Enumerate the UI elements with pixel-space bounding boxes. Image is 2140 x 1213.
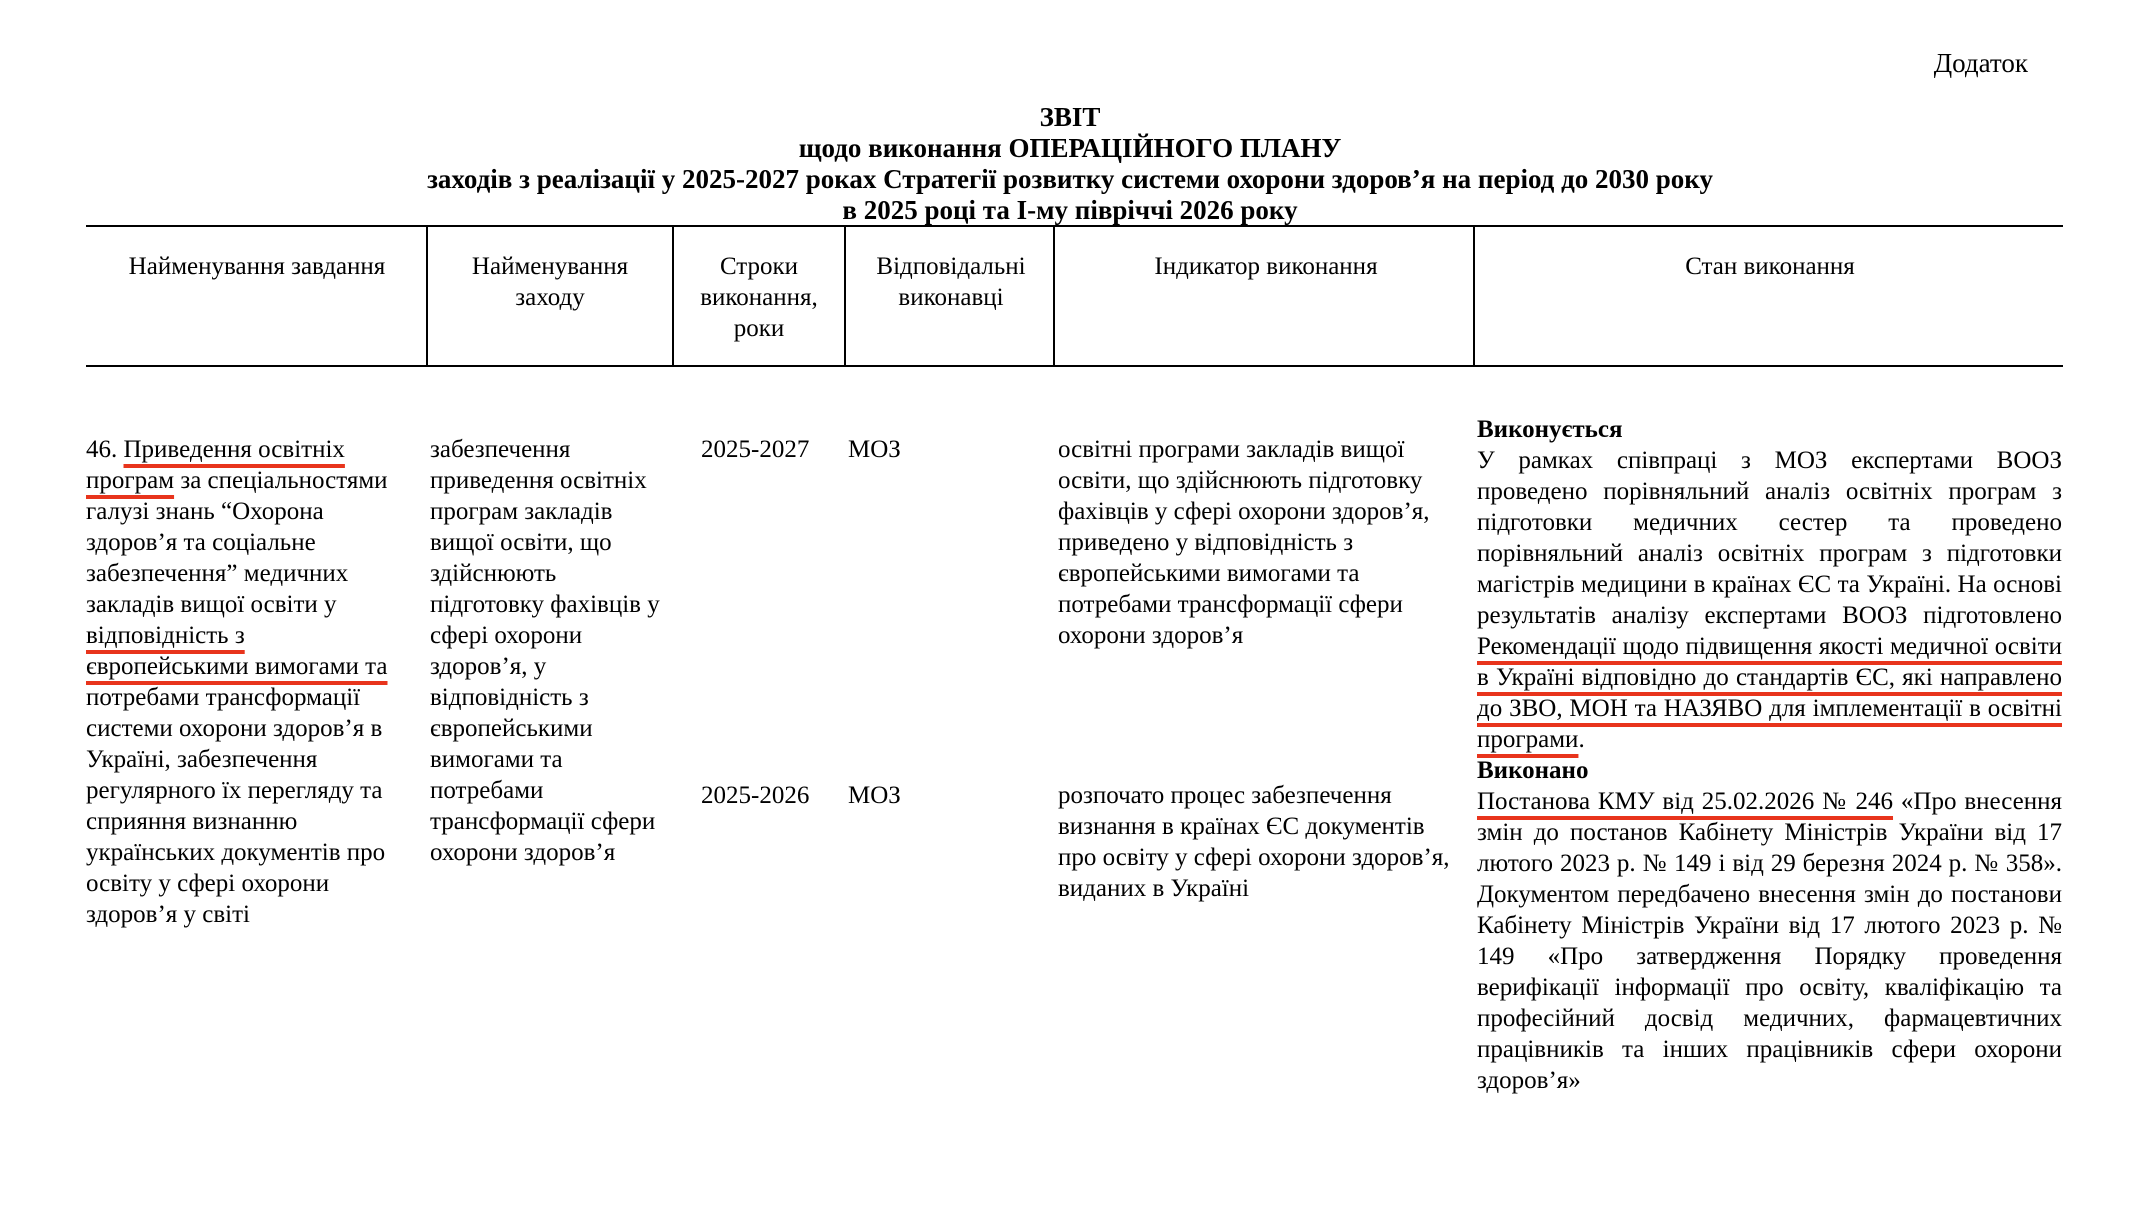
column-header-terms: Строки виконання, роки <box>700 253 818 342</box>
status-first-text-end: . <box>1578 726 1585 753</box>
status-first <box>1477 414 2062 755</box>
status-second <box>1477 755 2062 1096</box>
task-number: 46. <box>86 436 118 463</box>
column-divider <box>844 226 846 366</box>
table-top-rule <box>86 225 2063 227</box>
column-divider <box>672 226 674 366</box>
status-heading-in-progress: Виконується <box>1477 416 1623 443</box>
title-line-1: ЗВІТ <box>1039 102 1101 132</box>
status-highlight-recommendations: Рекомендації щодо підвищення якості медичної освіти в Україні відповідно до стандартів ЄС, які направлено до ЗВО, МОН та НАЗЯВО для імплементації в освітні програми <box>1477 633 2062 753</box>
column-header-measure: Найменування заходу <box>471 253 629 311</box>
report-title <box>0 102 2140 226</box>
indicator-first: освітні програми закладів вищої освіти, що здійснюють підготовку фахівців у сфері охорони здоров’я, приведено у відповідність з європейськими вимогами та потребами трансформації сфери охорони здоров’я <box>1058 436 1430 649</box>
measure-cell: забезпечення приведення освітніх програм закладів вищої освіти, що здійснюють підготовку фахівців у сфері охорони здоров’я, у відповідність з європейськими вимогами та потребами трансформації сфери охорони здоров’я <box>430 436 660 866</box>
term-second: 2025-2026 <box>701 782 810 809</box>
column-header-executors: Відповідальні виконавці <box>876 253 1026 311</box>
column-header-task: Найменування завдання <box>128 253 386 280</box>
column-divider <box>1473 226 1475 366</box>
status-second-text: «Про внесення змін до постанов Кабінету Міністрів України від 17 лютого 2023 р. № 149 і від 29 березня 2024 р. № 358». Документом передбачено внесення змін до постанови Кабінету Міністрів України від 17 лютого 2023 р. № 149 «Про затвердження Порядку проведення верифікації інформації про освіту, кваліфікацію та професійний досвід медичних, фармацевтичних працівників та інших працівників сфери охорони здоров’я» <box>1477 788 2062 1094</box>
column-divider <box>1053 226 1055 366</box>
term-first: 2025-2027 <box>701 436 810 463</box>
title-line-3: заходів з реалізації у 2025-2027 роках Стратегії розвитку системи охорони здоров’я на період до 2030 року <box>427 164 1713 194</box>
status-highlight-resolution: Постанова КМУ від 25.02.2026 № 246 <box>1477 788 1894 815</box>
task-text: за спеціальностями галузі знань “Охорона здоров’я та соціальне забезпечення” медичних закладів вищої освіти у <box>86 467 388 618</box>
indicator-second: розпочато процес забезпечення визнання в країнах ЄС документів про освіту у сфері охорони здоров’я, виданих в Україні <box>1058 782 1450 902</box>
task-highlight-compliance: відповідність з європейськими вимогами та <box>86 622 388 680</box>
task-cell <box>86 434 412 930</box>
table-header-bottom-rule <box>86 365 2063 367</box>
executor-first: МОЗ <box>848 436 901 463</box>
column-header-status: Стан виконання <box>1685 253 1855 280</box>
executor-second: МОЗ <box>848 782 901 809</box>
column-header-indicator: Індикатор виконання <box>1154 253 1378 280</box>
status-first-text: У рамках співпраці з МОЗ експертами ВООЗ проведено порівняльний аналіз освітніх програм з підготовки медичних сестер та проведено порівняльний аналіз освітніх програм з підготовки магістрів медицини в країнах ЄС та Україні. На основі результатів аналізу експертами ВООЗ підготовлено <box>1477 447 2062 629</box>
task-highlight-programs: Приведення освітніх програм <box>86 436 345 494</box>
status-heading-done: Виконано <box>1477 757 1589 784</box>
appendix-label: Додаток <box>1933 48 2028 78</box>
column-divider <box>426 226 428 366</box>
task-text-continued: потребами трансформації системи охорони здоров’я в Україні, забезпечення регулярного їх перегляду та сприяння визнанню українських документів про освіту у сфері охорони здоров’я у світі <box>86 684 386 928</box>
title-line-4: в 2025 році та І-му півріччі 2026 року <box>842 195 1298 225</box>
title-line-2: щодо виконання ОПЕРАЦІЙНОГО ПЛАНУ <box>798 133 1342 163</box>
